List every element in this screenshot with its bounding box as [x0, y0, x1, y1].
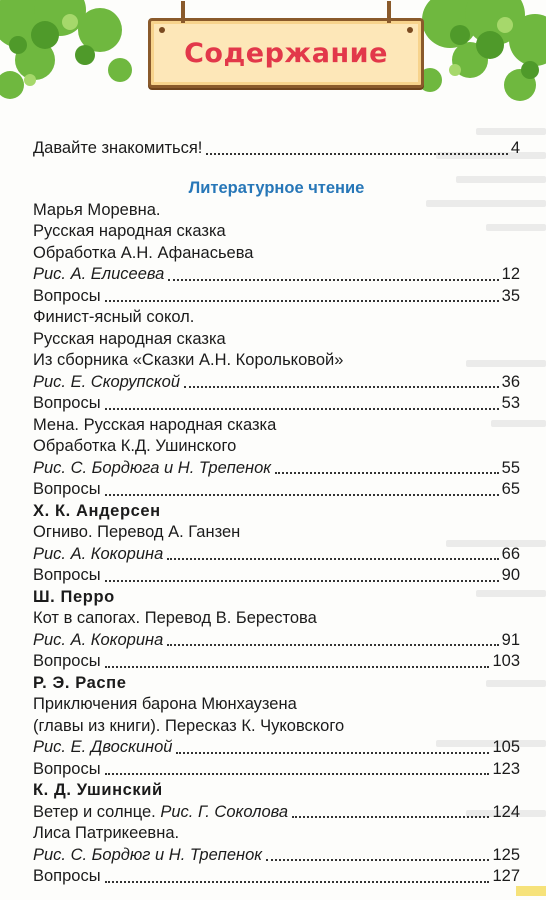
dot-leader	[266, 859, 489, 861]
toc-page-number: 90	[501, 566, 520, 584]
dot-leader	[167, 644, 498, 646]
toc-entry-text: Рис. А. Елисеева	[33, 265, 165, 283]
toc-row[interactable]	[33, 138, 520, 160]
toc-row	[33, 694, 520, 716]
toc-list	[33, 178, 520, 888]
toc-entry-text: К. Д. Ушинский	[33, 781, 163, 799]
toc-row[interactable]	[33, 802, 520, 824]
toc-row[interactable]	[33, 458, 520, 480]
toc-row	[33, 221, 520, 243]
title-sign	[148, 18, 424, 88]
toc-row[interactable]	[33, 630, 520, 652]
toc-author-heading	[33, 587, 520, 609]
toc-entry-text: Мена. Русская народная сказка	[33, 415, 277, 434]
toc-page-number: 65	[501, 480, 520, 498]
toc-entry-text: Ш. Перро	[33, 587, 115, 606]
toc-author-heading	[33, 501, 520, 523]
dot-leader	[184, 386, 499, 388]
toc-author-heading	[33, 780, 520, 802]
toc-row	[33, 716, 520, 738]
toc-row[interactable]	[33, 845, 520, 867]
toc-page-number: 4	[510, 139, 520, 157]
toc-page-number: 35	[501, 286, 520, 305]
toc-entry-text: Вопросы	[33, 480, 101, 498]
toc-entry-text: Финист-ясный сокол.	[33, 308, 195, 326]
toc-author-heading	[33, 673, 520, 695]
toc-row[interactable]	[33, 286, 520, 308]
toc-entry-text: Марья Моревна.	[33, 200, 161, 219]
toc-row	[33, 350, 520, 372]
toc-entry-text: Приключения барона Мюнхаузена	[33, 695, 297, 713]
toc-row[interactable]	[33, 759, 520, 781]
sign-rope-right	[387, 1, 391, 23]
toc-row[interactable]	[33, 264, 520, 286]
dot-leader	[105, 881, 490, 883]
toc-page-number: 124	[492, 802, 520, 821]
toc-entry-text: Из сборника «Сказки А.Н. Корольковой»	[33, 351, 344, 369]
toc-page-number: 91	[501, 630, 520, 649]
toc-page-number: 55	[501, 458, 520, 477]
toc-row[interactable]	[33, 866, 520, 888]
toc-entry-text: (главы из книги). Пересказ К. Чуковского	[33, 716, 345, 735]
toc-entry-text: Вопросы	[33, 759, 101, 778]
toc-entry-text: Кот в сапогах. Перевод В. Берестова	[33, 609, 317, 627]
toc-page-number: 12	[501, 265, 520, 283]
section-heading: Литературное чтение	[188, 179, 365, 197]
dot-leader	[105, 666, 490, 668]
toc-row	[33, 522, 520, 544]
dot-leader	[292, 816, 489, 818]
toc-page-number: 53	[501, 394, 520, 412]
toc-entry-illustrator: Рис. Г. Соколова	[160, 802, 289, 821]
toc-entry-text: Давайте знакомиться!	[33, 139, 203, 157]
toc-entry-text: Обработка К.Д. Ушинского	[33, 437, 237, 455]
toc-entry-text: Рис. С. Бордюга и Н. Трепенок	[33, 458, 272, 477]
toc-page-number: 123	[492, 759, 520, 778]
toc-row[interactable]	[33, 651, 520, 673]
toc-row	[33, 415, 520, 437]
toc-row	[33, 200, 520, 222]
sign-nail-icon	[407, 27, 413, 33]
toc-entry-text: Рис. С. Бордюг и Н. Трепенок	[33, 845, 263, 864]
toc-entry-text: Лиса Патрикеевна.	[33, 824, 180, 842]
dot-leader	[167, 558, 498, 560]
toc-row[interactable]	[33, 393, 520, 415]
toc-row[interactable]	[33, 544, 520, 566]
page-corner-marker	[516, 886, 546, 896]
sign-rope-left	[181, 1, 185, 23]
toc-entries	[33, 200, 520, 888]
page-title: Содержание	[184, 37, 388, 69]
toc-entry-text: Рис. Е. Скорупской	[33, 372, 181, 391]
dot-leader	[105, 300, 499, 302]
sign-nail-icon	[159, 27, 165, 33]
toc-entry-text: Р. Э. Распе	[33, 673, 127, 692]
toc-entry-text: Вопросы	[33, 566, 101, 584]
dot-leader	[105, 773, 490, 775]
toc-entry-text: Ветер и солнце. Рис. Г. Соколова	[33, 802, 289, 821]
toc-page-number: 105	[492, 738, 520, 756]
dot-leader	[275, 472, 499, 474]
dot-leader	[206, 153, 507, 155]
toc-page-number: 127	[492, 867, 520, 885]
toc-row	[33, 243, 520, 265]
toc-row	[33, 436, 520, 458]
toc-entry-text: Вопросы	[33, 867, 101, 885]
toc-entry-text: Вопросы	[33, 394, 101, 412]
toc-row[interactable]	[33, 737, 520, 759]
dot-leader	[105, 494, 499, 496]
toc-entry-text: Рис. А. Кокорина	[33, 544, 164, 563]
dot-leader	[168, 279, 498, 281]
toc-page-number: 66	[501, 544, 520, 563]
toc-row	[33, 608, 520, 630]
toc-row[interactable]	[33, 565, 520, 587]
toc-entry-text: Х. К. Андерсен	[33, 501, 161, 520]
dot-leader	[176, 752, 489, 754]
toc-page-number: 36	[501, 372, 520, 391]
toc-entry-text: Рис. Е. Двоскиной	[33, 738, 173, 756]
toc-row[interactable]	[33, 479, 520, 501]
toc-row	[33, 307, 520, 329]
toc-entry-text: Рис. А. Кокорина	[33, 630, 164, 649]
dot-leader	[105, 408, 499, 410]
toc-entry-text: Русская народная сказка	[33, 222, 226, 240]
toc-entry-text: Огниво. Перевод А. Ганзен	[33, 523, 241, 541]
toc-entry-text: Обработка А.Н. Афанасьева	[33, 243, 254, 262]
toc-page-number: 103	[492, 652, 520, 670]
dot-leader	[105, 580, 499, 582]
toc-row[interactable]	[33, 372, 520, 394]
toc-entry-text: Русская народная сказка	[33, 329, 226, 348]
toc-row	[33, 823, 520, 845]
toc-page-number: 125	[492, 845, 520, 864]
toc-row	[33, 329, 520, 351]
toc-entry-text: Вопросы	[33, 652, 101, 670]
toc-intro	[33, 138, 520, 160]
toc-entry-text: Вопросы	[33, 286, 101, 305]
